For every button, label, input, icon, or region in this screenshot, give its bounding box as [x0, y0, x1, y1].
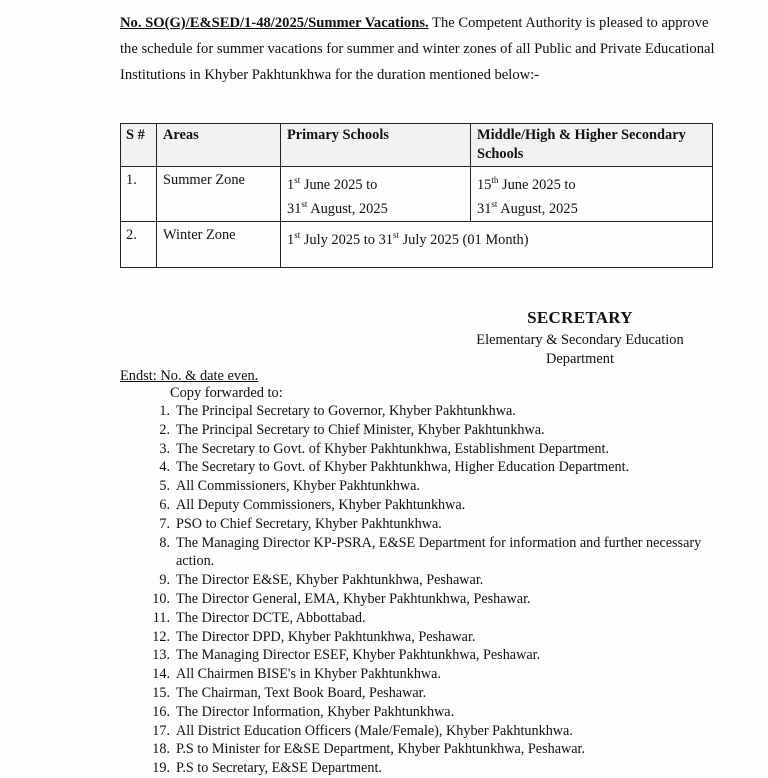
list-item [132, 759, 712, 778]
list-item-text: PSO to Chief Secretary, Khyber Pakhtunkhwa. [176, 515, 442, 532]
list-item [132, 515, 712, 534]
list-item-number: 5. [159, 478, 170, 495]
list-item [132, 477, 712, 496]
list-item-number: 4. [159, 459, 170, 476]
list-item-number: 2. [159, 421, 170, 438]
list-item-text: The Director DPD, Khyber Pakhtunkhwa, Peshawar. [176, 628, 476, 645]
vacation-schedule-table [120, 123, 713, 268]
list-item-number: 17. [152, 722, 170, 739]
list-item-text: The Secretary to Govt. of Khyber Pakhtunkhwa, Higher Education Department. [176, 459, 630, 476]
list-item-number: 13. [152, 647, 170, 664]
list-item-text: All Chairmen BISE's in Khyber Pakhtunkhwa. [176, 666, 441, 683]
list-item [132, 628, 712, 647]
signature-line-1: Elementary & Secondary Education [476, 332, 684, 348]
header-sn: S # [121, 124, 157, 167]
row-combined-dates: 1st July 2025 to 31st July 2025 (01 Month) [281, 221, 713, 267]
list-item [132, 440, 712, 459]
table-row [121, 221, 713, 267]
list-item-text: The Secretary to Govt. of Khyber Pakhtunkhwa, Establishment Department. [176, 440, 610, 457]
signature-block [440, 308, 720, 369]
list-item-text: The Director General, EMA, Khyber Pakhtunkhwa, Peshawar. [176, 590, 531, 607]
list-item-text: The Chairman, Text Book Board, Peshawar. [176, 684, 427, 701]
list-item-number: 7. [159, 515, 170, 532]
row-sn: 2. [121, 221, 157, 267]
list-item [132, 665, 712, 684]
list-item [132, 534, 712, 572]
list-item-text: All District Education Officers (Male/Female), Khyber Pakhtunkhwa. [176, 722, 573, 739]
notice-paragraph [120, 10, 720, 88]
table-header-row [121, 124, 713, 167]
header-secondary: Middle/High & Higher Secondary Schools [471, 124, 713, 167]
distribution-list [132, 402, 712, 778]
list-item-text: The Director DCTE, Abbottabad. [176, 609, 366, 626]
list-item-text: P.S to Secretary, E&SE Department. [176, 760, 382, 777]
list-item [132, 684, 712, 703]
endorsement-label: Endst: No. & date even. [120, 368, 259, 384]
list-item-number: 10. [152, 590, 170, 607]
list-item [132, 740, 712, 759]
list-item-number: 19. [152, 760, 170, 777]
list-item-number: 15. [152, 684, 170, 701]
list-item [132, 722, 712, 741]
list-item-number: 16. [152, 703, 170, 720]
list-item-number: 6. [159, 496, 170, 513]
list-item [132, 458, 712, 477]
row-area: Summer Zone [157, 167, 281, 222]
list-item-number: 9. [159, 572, 170, 589]
list-item-text: P.S to Minister for E&SE Department, Khyber Pakhtunkhwa, Peshawar. [176, 741, 586, 758]
list-item [132, 590, 712, 609]
list-item-text: All Deputy Commissioners, Khyber Pakhtunkhwa. [176, 496, 466, 513]
list-item-text: The Managing Director ESEF, Khyber Pakhtunkhwa, Peshawar. [176, 647, 541, 664]
list-item [132, 646, 712, 665]
row-primary-dates: 1st June 2025 to 31st August, 2025 [281, 167, 471, 222]
list-item [132, 402, 712, 421]
list-item-number: 18. [152, 741, 170, 758]
list-item [132, 571, 712, 590]
list-item-text: The Managing Director KP-PSRA, E&SE Department for information and further necessary action. [176, 534, 702, 570]
list-item [132, 496, 712, 515]
list-item-number: 8. [159, 534, 170, 551]
copy-forwarded-label: Copy forwarded to: [170, 385, 283, 401]
header-primary: Primary Schools [281, 124, 471, 167]
row-sn: 1. [121, 167, 157, 222]
list-item-number: 1. [159, 403, 170, 419]
list-item [132, 703, 712, 722]
list-item-number: 12. [152, 628, 170, 645]
notice-text: The Competent Authority is pleased to approve the schedule for summer vacations for summer and winter zones of all Public and Private Educational Institutions in Khyber Pakhtunkhwa for the duration mentioned below:- [120, 15, 715, 83]
list-item-number: 14. [152, 666, 170, 683]
list-item-text: The Director Information, Khyber Pakhtunkhwa. [176, 703, 455, 720]
header-areas: Areas [157, 124, 281, 167]
list-item-number: 3. [159, 440, 170, 457]
list-item [132, 421, 712, 440]
row-area: Winter Zone [157, 221, 281, 267]
row-secondary-dates: 15th June 2025 to 31st August, 2025 [471, 167, 713, 222]
list-item-text: All Commissioners, Khyber Pakhtunkhwa. [176, 478, 420, 495]
list-item-text: The Director E&SE, Khyber Pakhtunkhwa, Peshawar. [176, 572, 484, 589]
list-item-text: The Principal Secretary to Chief Minister, Khyber Pakhtunkhwa. [176, 421, 545, 438]
list-item-number: 11. [152, 609, 170, 626]
list-item [132, 609, 712, 628]
table-row [121, 167, 713, 222]
notice-reference: No. SO(G)/E&SED/1-48/2025/Summer Vacations. [120, 15, 429, 31]
signature-line-2: Department [546, 351, 614, 367]
signature-title: SECRETARY [527, 308, 633, 327]
list-item-text: The Principal Secretary to Governor, Khyber Pakhtunkhwa. [176, 403, 516, 419]
